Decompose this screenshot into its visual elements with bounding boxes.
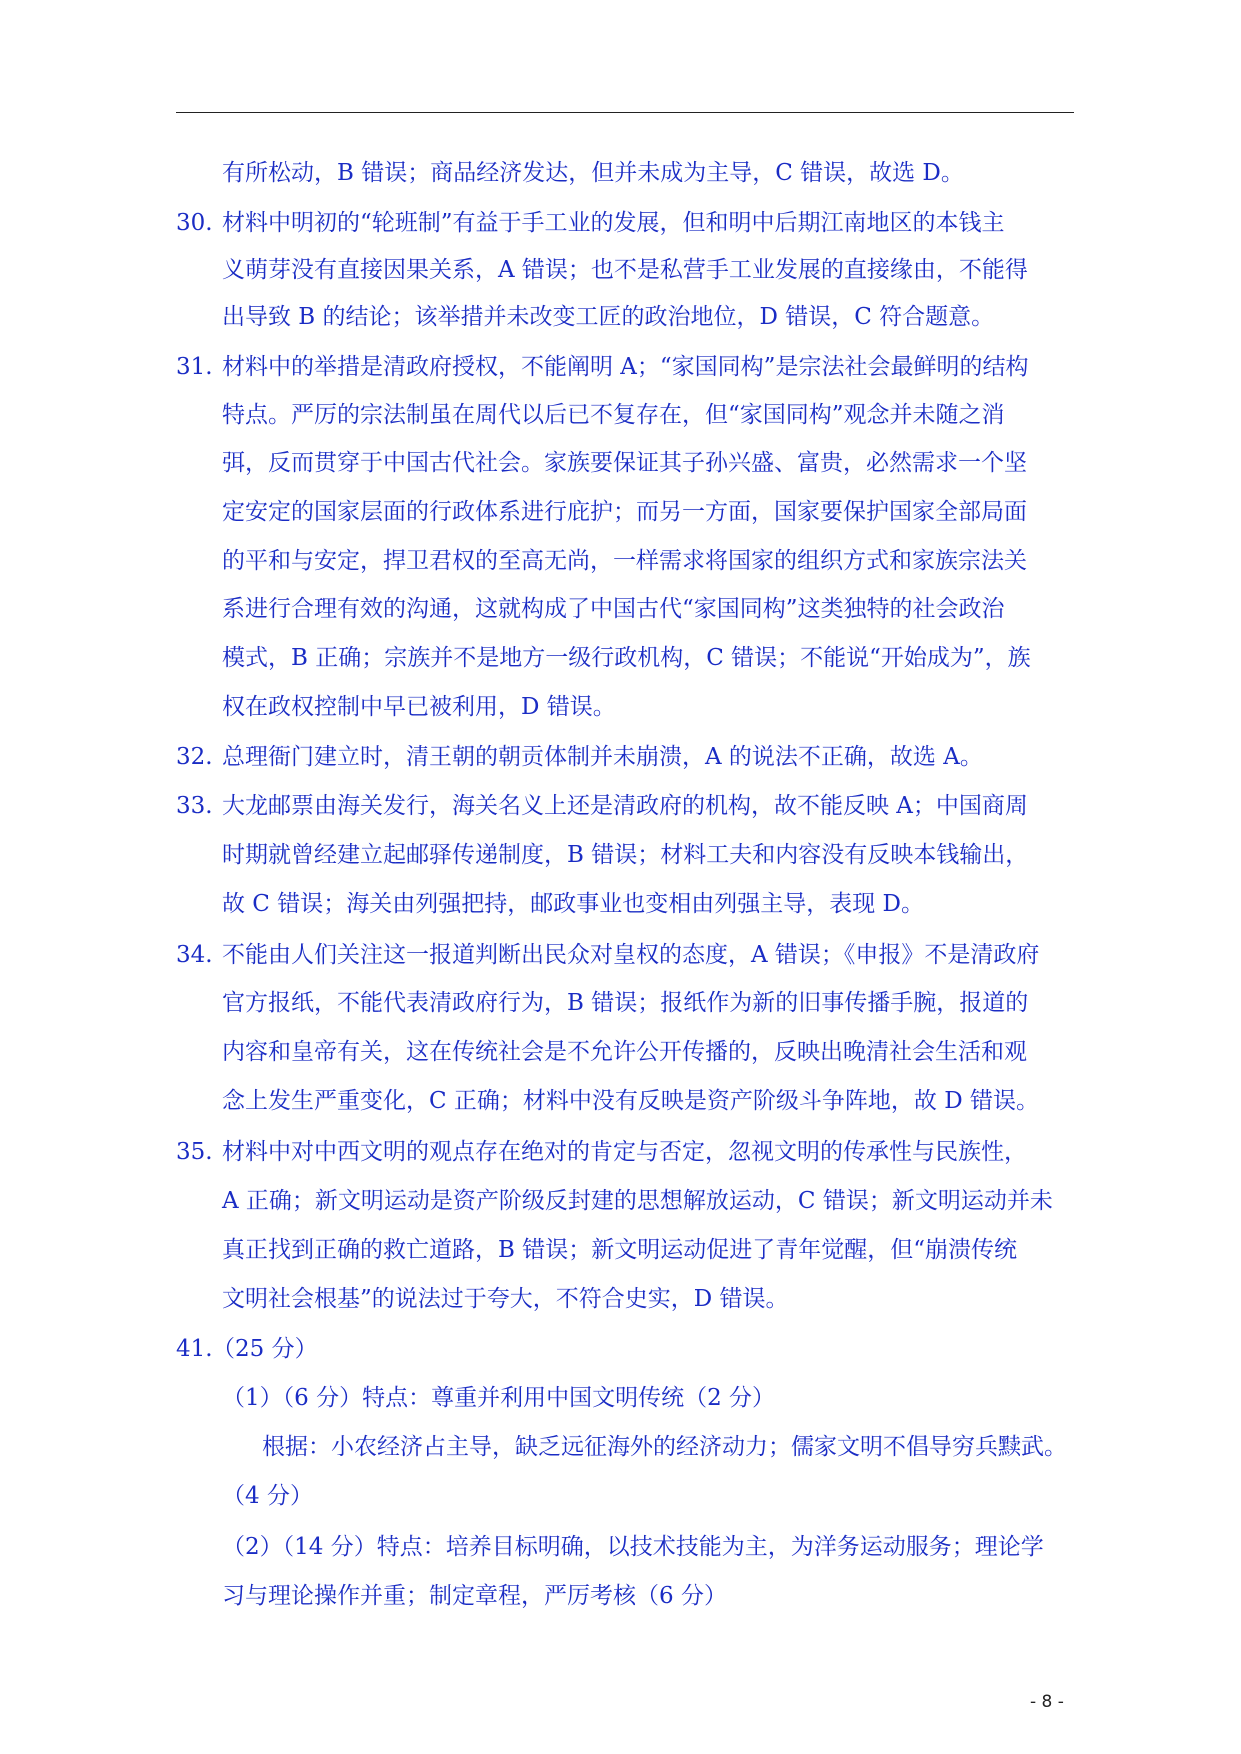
q41-part1-basis: 根据：小农经济占主导，缺乏远征海外的经济动力；儒家文明不倡导穷兵黩武。: [262, 1434, 1067, 1460]
q41-part2-line: （2）（14 分）特点：培养目标明确，以技术技能为主，为洋务运动服务；理论学: [222, 1534, 1044, 1560]
answer-line: 系进行合理有效的沟通，这就构成了中国古代“家国同构”这类独特的社会政治: [222, 596, 1005, 622]
answer-line: 不能由人们关注这一报道判断出民众对皇权的态度，A 错误；《申报》不是清政府: [222, 942, 1040, 968]
answer-number-32: 32.: [176, 744, 213, 770]
answer-line: 的平和与安定，捍卫君权的至高无尚，一样需求将国家的组织方式和家族宗法关: [222, 548, 1027, 574]
answer-line: 文明社会根基”的说法过于夸大，不符合史实，D 错误。: [222, 1286, 789, 1312]
answer-line: 官方报纸，不能代表清政府行为，B 错误；报纸作为新的旧事传播手腕，报道的: [222, 990, 1029, 1016]
answer-line: 义萌芽没有直接因果关系，A 错误；也不是私营手工业发展的直接缘由，不能得: [222, 257, 1028, 283]
answer-line: 真正找到正确的救亡道路，B 错误；新文明运动促进了青年觉醒，但“崩溃传统: [222, 1237, 1017, 1263]
answer-line: 有所松动，B 错误；商品经济发达，但并未成为主导，C 错误，故选 D。: [222, 160, 964, 186]
q41-part1-score: （4 分）: [222, 1483, 313, 1509]
answer-line: 出导致 B 的结论；该举措并未改变工匠的政治地位，D 错误，C 符合题意。: [222, 304, 995, 330]
answer-number-41: 41.: [176, 1336, 213, 1362]
answer-line: 材料中的举措是清政府授权，不能阐明 A；“家国同构”是宗法社会最鲜明的结构: [222, 354, 1029, 380]
answer-line: 故 C 错误；海关由列强把持，邮政事业也变相由列强主导，表现 D。: [222, 891, 924, 917]
answer-line: 大龙邮票由海关发行，海关名义上还是清政府的机构，故不能反映 A；中国商周: [222, 793, 1028, 819]
page-number: - 8 -: [1030, 1692, 1064, 1712]
answer-number-31: 31.: [176, 354, 213, 380]
answer-line: 材料中对中西文明的观点存在绝对的肯定与否定，忽视文明的传承性与民族性，: [222, 1139, 1027, 1165]
answer-line: 模式，B 正确；宗族并不是地方一级行政机构，C 错误；不能说“开始成为”，族: [222, 645, 1031, 671]
answer-line: 弭，反而贯穿于中国古代社会。家族要保证其子孙兴盛、富贵，必然需求一个坚: [222, 450, 1027, 476]
answer-line: 特点。严厉的宗法制虽在周代以后已不复存在，但“家国同构”观念并未随之消: [222, 402, 1005, 428]
answer-line: 内容和皇帝有关，这在传统社会是不允许公开传播的，反映出晚清社会生活和观: [222, 1039, 1027, 1065]
answer-number-35: 35.: [176, 1139, 213, 1165]
answer-line: 权在政权控制中早已被利用，D 错误。: [222, 694, 616, 720]
answer-line: 念上发生严重变化，C 正确；材料中没有反映是资产阶级斗争阵地，故 D 错误。: [222, 1088, 1039, 1114]
q41-part1-head: （1）（6 分）特点：尊重并利用中国文明传统（2 分）: [222, 1385, 776, 1411]
q41-part2-line: 习与理论操作并重；制定章程，严厉考核（6 分）: [222, 1583, 727, 1609]
header-rule: [176, 112, 1074, 113]
answer-line: 定安定的国家层面的行政体系进行庇护；而另一方面，国家要保护国家全部局面: [222, 499, 1027, 525]
answer-line: 总理衙门建立时，清王朝的朝贡体制并未崩溃，A 的说法不正确，故选 A。: [222, 744, 983, 770]
answer-line: 时期就曾经建立起邮驿传递制度，B 错误；材料工夫和内容没有反映本钱输出，: [222, 842, 1029, 868]
answer-line: A 正确；新文明运动是资产阶级反封建的思想解放运动，C 错误；新文明运动并未: [222, 1188, 1053, 1214]
answer-line: 材料中明初的“轮班制”有益于手工业的发展，但和明中后期江南地区的本钱主: [222, 210, 1005, 236]
answer-number-33: 33.: [176, 793, 213, 819]
answer-number-30: 30.: [176, 210, 213, 236]
answer-number-34: 34.: [176, 942, 213, 968]
q41-score: （25 分）: [212, 1336, 318, 1362]
